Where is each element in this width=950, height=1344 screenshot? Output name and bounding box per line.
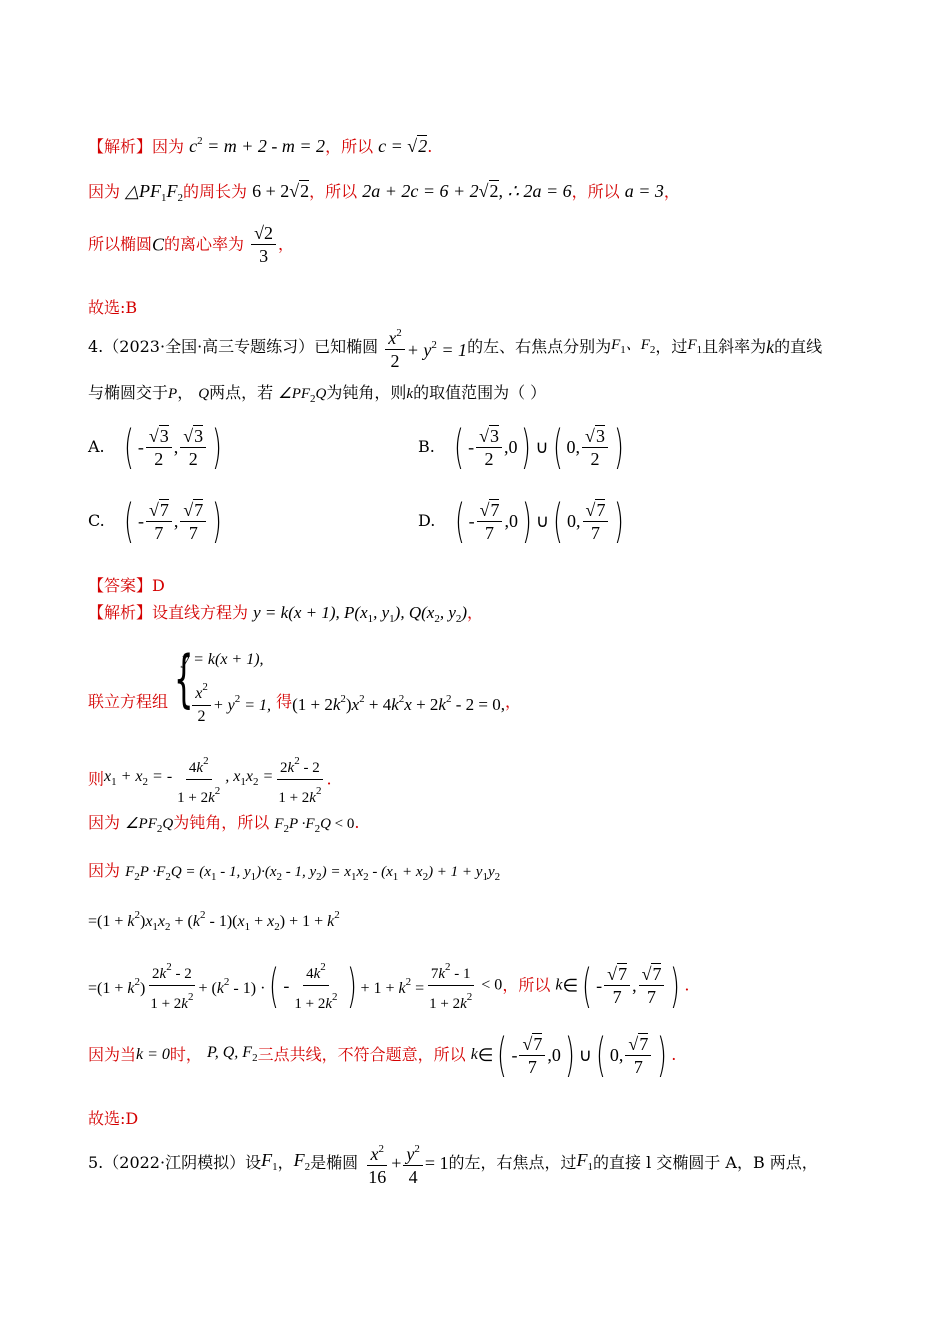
choose-b: 故选:B: [88, 298, 138, 317]
quadratic-equation: $(1 + 2k^2)x^2 + 4k^2x + 2k^2 - 2 = 0$,: [292, 693, 505, 714]
option-b[interactable]: B. ( - $\frac{√3}{2}$ ,0) ∪( 0, $\frac{√3}{2}$ ): [418, 420, 624, 474]
system-eq-1: y = k(x + 1),: [182, 651, 264, 668]
step2-line: $=(1 + k^2)x_1x_2 + (k^2 - 1)(x_1 + x_2) + 1 + k^2$: [88, 909, 340, 933]
question-4-line-1: 4.（2023·全国·高三专题练习）已知椭圆 $\frac{x^2}{2}$ + $y^2 = 1$的左、右焦点分别为$F_1$、$F_2$，过$F_1$且斜率为k的直线: [88, 322, 822, 372]
math-a: a = 3: [624, 181, 664, 201]
math-c-squared: $c^2 = m + 2 - m = 2$: [189, 135, 326, 156]
choose-d: 故选:D: [88, 1109, 139, 1128]
obtuse-line: 因为 $\angle PF_2Q$为钝角，所以 $F_2P \cdot F_2Q < 0$.: [88, 813, 360, 835]
question-4-line-2: 与椭圆交于P， Q两点，若 $\angle PF_2Q$为钝角，则k的取值范围为（ ）: [88, 383, 547, 405]
step3-line: $=(1 + k^2)$ $\frac{2k^2 - 2}{1 + 2k^2}$ + $(k^2 - 1)$ ·( - $\frac{4k^2}{1 + 2k^2}$ ) + $1 + k^2$ = $\frac{7k^2 - 1}{1 + 2k^2}$ < 0，所以 k∈( - $\frac{√7}{7}$ , $\frac{√7}{7}$ ) .: [88, 956, 690, 1015]
analysis-line-2: 因为 $\triangle PF_1F_2$的周长为 6 + 2√2，所以 2a + 2c = 6 + 2√2, ∴ 2a = 6，所以 a = 3，: [88, 181, 680, 204]
k-zero-line: 因为当k = 0时， P, Q, $F_2$三点共线，不符合题意，所以 k∈( - $\frac{√7}{7}$ ,0) ∪( 0, $\frac{√7}{7}$ ) .: [88, 1028, 677, 1082]
math-c-value: c = √2: [378, 136, 428, 156]
analysis-line-3: 所以椭圆C的离心率为 $\frac{√2}{3}$ ，: [88, 223, 295, 266]
math-triangle: $\triangle PF_1F_2$: [125, 181, 183, 204]
analysis-tag: 【解析】: [88, 137, 153, 156]
solution-system: 联立方程组 $\frac{x^2}{2}$ + $y^2 = 1$, 得$(1 + 2k^2)x^2 + 4k^2x + 2k^2 - 2 = 0$,，: [88, 676, 521, 728]
option-d[interactable]: D. ( - $\frac{√7}{7}$ ,0) ∪( 0, $\frac{√7}{7}$ ): [418, 494, 625, 548]
eccentricity-fraction: $\frac{√2}{3}$: [251, 222, 276, 267]
analysis-line-1: 【解析】因为 $c^2 = m + 2 - m = 2$，所以 c = √2.: [88, 135, 433, 156]
math-perimeter: 6 + 2√2: [252, 181, 310, 201]
ellipse-x2-over-2: $\frac{x^2}{2}$: [385, 322, 405, 372]
option-c[interactable]: C. ( - $\frac{√7}{7}$ , $\frac{√7}{7}$ ): [88, 494, 223, 548]
answer: 【答案】D: [88, 576, 165, 595]
system-brace: {: [173, 642, 194, 715]
question-5: 5.（2022·江阴模拟）设$F_1$，$F_2$是椭圆 $\frac{x^2}{16}$ + $\frac{y^2}{4}$ = 1的左，右焦点，过$F_1$的直接 l 交椭圆于 A，B 两点，: [88, 1138, 818, 1188]
angle-pf2q: $\angle PF_2Q$: [278, 386, 327, 405]
option-a[interactable]: A. ( - $\frac{√3}{2}$ , $\frac{√3}{2}$ ): [88, 420, 223, 474]
vieta-line: 则$x_1 + x_2$ = - $\frac{4k^2}{1 + 2k^2}$ , $x_1x_2$ = $\frac{2k^2 - 2}{1 + 2k^2}$ .: [88, 750, 332, 809]
line-equation: y = k(x + 1), $P(x_1$, $y_1$), $Q(x_2$, $y_2$): [253, 603, 468, 625]
math-2a-2c: 2a + 2c = 6 + 2√2, ∴ 2a = 6: [362, 181, 572, 201]
solution-line-1: 【解析】设直线方程为 y = k(x + 1), $P(x_1$, $y_1$), $Q(x_2$, $y_2$)，: [88, 603, 484, 625]
dot-expand-line: 因为 $F_2P \cdot F_2Q = (x_1 - 1$, $y_1)\cdot(x_2 - 1$, $y_2) = x_1x_2 - (x_1 + x_2) + 1 + y_1y_2$: [88, 861, 501, 883]
